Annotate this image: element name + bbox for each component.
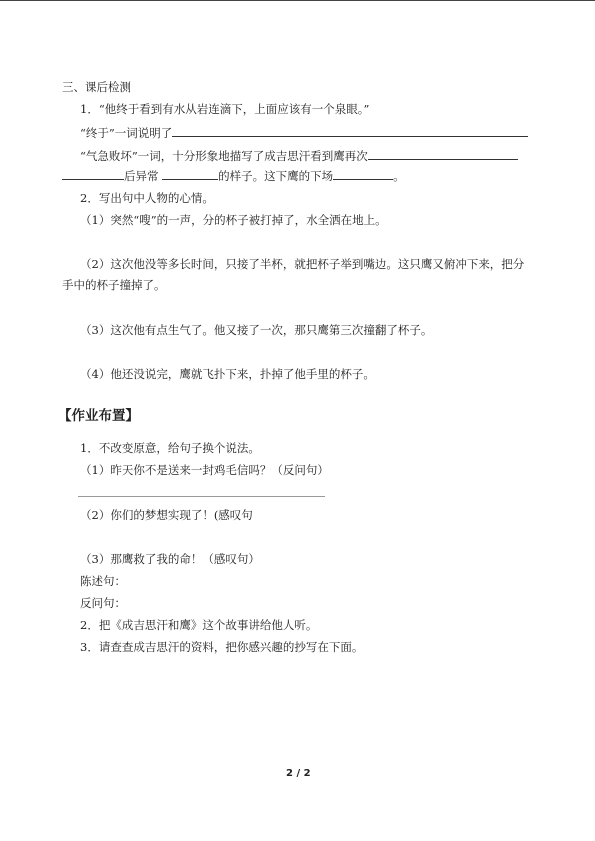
q1-line2-prefix: “气急败坏”一词，十分形象地描写了成吉思汗看到鹰再次: [80, 149, 368, 163]
section-title: 三、课后检测: [62, 80, 131, 94]
question-1-line-3: [62, 168, 405, 183]
q1-line3-text-a: 后异常: [124, 169, 159, 183]
statement-label: 陈述句：: [80, 574, 126, 588]
homework-sentence-2: （2）你们的梦想实现了！(感叹句: [80, 508, 253, 522]
answer-blank[interactable]: [162, 168, 218, 180]
q1-line3-text-b: 的样子。这下鹰的下场: [218, 169, 334, 183]
homework-sentence-3: （3）那鹰救了我的命！（感叹句）: [80, 552, 260, 566]
answer-blank[interactable]: [62, 168, 124, 180]
homework-question-1-intro: 1．不改变原意，给句子换个说法。: [80, 441, 260, 455]
q1-line3-end: 。: [393, 169, 405, 183]
question-2-intro: 2．写出句中人物的心情。: [80, 191, 214, 205]
question-1-intro: 1．“他终于看到有水从岩连滴下，上面应该有一个泉眼。”: [80, 102, 370, 116]
answer-blank[interactable]: [172, 125, 528, 137]
question-label: 反问句：: [80, 596, 126, 610]
page-number: 2 / 2: [286, 768, 311, 779]
question-2-sentence-2-line-2: 手中的杯子撞掉了。: [62, 278, 166, 292]
homework-sentence-1: （1）昨天你不是送来一封鸡毛信吗？（反问句）: [80, 463, 329, 477]
homework-question-3: 3．请查查成吉思汗的资料，把你感兴趣的抄写在下面。: [80, 640, 364, 654]
answer-blank[interactable]: [333, 168, 393, 180]
question-2-sentence-3: （3）这次他有点生气了。他又接了一次，那只鹰第三次撞翻了杯子。: [80, 323, 433, 337]
q1-line1-prefix: “终于”一词说明了: [80, 126, 173, 140]
question-2-sentence-4: （4）他还没说完，鹰就飞扑下来，扑掉了他手里的杯子。: [80, 367, 375, 381]
question-2-sentence-2-line-1: （2）这次他没等多长时间，只接了半杯，就把杯子举到嘴边。这只鹰又俯冲下来，把分: [80, 257, 525, 271]
question-1-line-1: [80, 125, 528, 140]
answer-line[interactable]: [78, 496, 325, 497]
question-1-line-2: [80, 148, 518, 163]
answer-blank[interactable]: [368, 148, 518, 160]
top-border: [0, 0, 595, 1]
question-2-sentence-1: （1）突然“嗖”的一声，分的杯子被打掉了，水全洒在地上。: [80, 213, 387, 227]
homework-title: 【作业布置】: [58, 408, 139, 424]
homework-question-2: 2．把《成吉思汗和鹰》这个故事讲给他人听。: [80, 618, 318, 632]
